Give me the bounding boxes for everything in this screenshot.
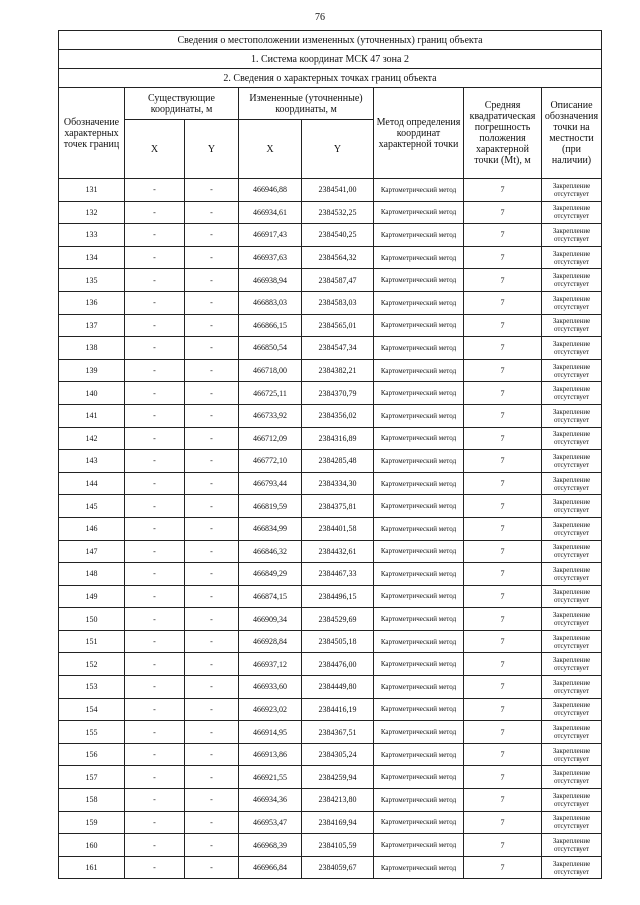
point-id-cell: 135 bbox=[59, 269, 125, 292]
changed-y-cell: 2384540,25 bbox=[302, 224, 374, 247]
existing-y-cell: - bbox=[185, 179, 239, 202]
table-row bbox=[59, 404, 602, 427]
accuracy-cell: 7 bbox=[464, 224, 542, 247]
changed-y-cell: 2384583,03 bbox=[302, 291, 374, 314]
method-cell: Картометрический метод bbox=[374, 766, 464, 789]
existing-y-cell: - bbox=[185, 608, 239, 631]
existing-y-cell: - bbox=[185, 766, 239, 789]
changed-y-cell: 2384356,02 bbox=[302, 404, 374, 427]
changed-y-cell: 2384496,15 bbox=[302, 585, 374, 608]
table-row bbox=[59, 721, 602, 744]
description-cell: Закрепление отсутствует bbox=[542, 427, 602, 450]
method-cell: Картометрический метод bbox=[374, 630, 464, 653]
point-id-cell: 147 bbox=[59, 540, 125, 563]
changed-y-cell: 2384059,67 bbox=[302, 856, 374, 879]
description-cell: Закрепление отсутствует bbox=[542, 811, 602, 834]
header-existing-y: Y bbox=[185, 120, 239, 179]
existing-x-cell: - bbox=[125, 314, 185, 337]
existing-x-cell: - bbox=[125, 337, 185, 360]
description-cell: Закрепление отсутствует bbox=[542, 517, 602, 540]
point-id-cell: 153 bbox=[59, 676, 125, 699]
changed-x-cell: 466718,00 bbox=[239, 359, 302, 382]
point-id-cell: 161 bbox=[59, 856, 125, 879]
existing-x-cell: - bbox=[125, 224, 185, 247]
description-cell: Закрепление отсутствует bbox=[542, 721, 602, 744]
existing-x-cell: - bbox=[125, 517, 185, 540]
accuracy-cell: 7 bbox=[464, 563, 542, 586]
existing-y-cell: - bbox=[185, 563, 239, 586]
existing-y-cell: - bbox=[185, 201, 239, 224]
method-cell: Картометрический метод bbox=[374, 404, 464, 427]
changed-x-cell: 466968,39 bbox=[239, 834, 302, 857]
changed-y-cell: 2384416,19 bbox=[302, 698, 374, 721]
description-cell: Закрепление отсутствует bbox=[542, 743, 602, 766]
existing-y-cell: - bbox=[185, 337, 239, 360]
method-cell: Картометрический метод bbox=[374, 789, 464, 812]
table-row bbox=[59, 563, 602, 586]
points-section-heading: 2. Сведения о характерных точках границ объекта bbox=[59, 69, 602, 88]
method-cell: Картометрический метод bbox=[374, 540, 464, 563]
method-cell: Картометрический метод bbox=[374, 811, 464, 834]
existing-x-cell: - bbox=[125, 269, 185, 292]
accuracy-cell: 7 bbox=[464, 585, 542, 608]
point-id-cell: 133 bbox=[59, 224, 125, 247]
accuracy-cell: 7 bbox=[464, 811, 542, 834]
point-id-cell: 160 bbox=[59, 834, 125, 857]
method-cell: Картометрический метод bbox=[374, 517, 464, 540]
description-cell: Закрепление отсутствует bbox=[542, 585, 602, 608]
header-existing-coordinates: Существующие координаты, м bbox=[125, 88, 239, 120]
accuracy-cell: 7 bbox=[464, 337, 542, 360]
existing-x-cell: - bbox=[125, 246, 185, 269]
description-cell: Закрепление отсутствует bbox=[542, 337, 602, 360]
method-cell: Картометрический метод bbox=[374, 224, 464, 247]
accuracy-cell: 7 bbox=[464, 246, 542, 269]
changed-x-cell: 466819,59 bbox=[239, 495, 302, 518]
changed-y-cell: 2384259,94 bbox=[302, 766, 374, 789]
description-cell: Закрепление отсутствует bbox=[542, 472, 602, 495]
method-cell: Картометрический метод bbox=[374, 563, 464, 586]
accuracy-cell: 7 bbox=[464, 766, 542, 789]
accuracy-cell: 7 bbox=[464, 201, 542, 224]
method-cell: Картометрический метод bbox=[374, 856, 464, 879]
method-cell: Картометрический метод bbox=[374, 495, 464, 518]
table-row bbox=[59, 766, 602, 789]
table-row bbox=[59, 450, 602, 473]
existing-x-cell: - bbox=[125, 789, 185, 812]
existing-y-cell: - bbox=[185, 585, 239, 608]
existing-y-cell: - bbox=[185, 517, 239, 540]
method-cell: Картометрический метод bbox=[374, 359, 464, 382]
accuracy-cell: 7 bbox=[464, 179, 542, 202]
description-cell: Закрепление отсутствует bbox=[542, 540, 602, 563]
point-id-cell: 137 bbox=[59, 314, 125, 337]
point-id-cell: 148 bbox=[59, 563, 125, 586]
method-cell: Картометрический метод bbox=[374, 427, 464, 450]
point-id-cell: 140 bbox=[59, 382, 125, 405]
description-cell: Закрепление отсутствует bbox=[542, 291, 602, 314]
changed-x-cell: 466966,84 bbox=[239, 856, 302, 879]
method-cell: Картометрический метод bbox=[374, 179, 464, 202]
changed-y-cell: 2384367,51 bbox=[302, 721, 374, 744]
description-cell: Закрепление отсутствует bbox=[542, 224, 602, 247]
table-row bbox=[59, 472, 602, 495]
changed-y-cell: 2384382,21 bbox=[302, 359, 374, 382]
existing-y-cell: - bbox=[185, 450, 239, 473]
changed-y-cell: 2384316,89 bbox=[302, 427, 374, 450]
description-cell: Закрепление отсутствует bbox=[542, 630, 602, 653]
changed-x-cell: 466933,60 bbox=[239, 676, 302, 699]
changed-x-cell: 466874,15 bbox=[239, 585, 302, 608]
accuracy-cell: 7 bbox=[464, 427, 542, 450]
changed-x-cell: 466946,88 bbox=[239, 179, 302, 202]
existing-x-cell: - bbox=[125, 743, 185, 766]
existing-x-cell: - bbox=[125, 766, 185, 789]
table-row bbox=[59, 314, 602, 337]
table-row bbox=[59, 427, 602, 450]
description-cell: Закрепление отсутствует bbox=[542, 789, 602, 812]
changed-x-cell: 466934,61 bbox=[239, 201, 302, 224]
existing-y-cell: - bbox=[185, 359, 239, 382]
method-cell: Картометрический метод bbox=[374, 472, 464, 495]
description-cell: Закрепление отсутствует bbox=[542, 450, 602, 473]
existing-y-cell: - bbox=[185, 382, 239, 405]
table-row bbox=[59, 743, 602, 766]
description-cell: Закрепление отсутствует bbox=[542, 359, 602, 382]
method-cell: Картометрический метод bbox=[374, 743, 464, 766]
table-title: Сведения о местоположении измененных (уточненных) границ объекта bbox=[59, 31, 602, 50]
point-id-cell: 156 bbox=[59, 743, 125, 766]
accuracy-cell: 7 bbox=[464, 698, 542, 721]
table-row bbox=[59, 608, 602, 631]
header-method: Метод определения координат характерной точки bbox=[374, 88, 464, 179]
coordinate-system-heading: 1. Система координат МСК 47 зона 2 bbox=[59, 50, 602, 69]
table-row bbox=[59, 201, 602, 224]
accuracy-cell: 7 bbox=[464, 517, 542, 540]
changed-y-cell: 2384449,80 bbox=[302, 676, 374, 699]
accuracy-cell: 7 bbox=[464, 269, 542, 292]
existing-y-cell: - bbox=[185, 653, 239, 676]
point-id-cell: 139 bbox=[59, 359, 125, 382]
changed-y-cell: 2384564,32 bbox=[302, 246, 374, 269]
changed-x-cell: 466921,55 bbox=[239, 766, 302, 789]
changed-y-cell: 2384565,01 bbox=[302, 314, 374, 337]
existing-y-cell: - bbox=[185, 630, 239, 653]
changed-y-cell: 2384305,24 bbox=[302, 743, 374, 766]
existing-x-cell: - bbox=[125, 834, 185, 857]
point-id-cell: 151 bbox=[59, 630, 125, 653]
point-id-cell: 155 bbox=[59, 721, 125, 744]
existing-x-cell: - bbox=[125, 472, 185, 495]
header-changed-x: X bbox=[239, 120, 302, 179]
changed-y-cell: 2384213,80 bbox=[302, 789, 374, 812]
existing-y-cell: - bbox=[185, 427, 239, 450]
table-row bbox=[59, 630, 602, 653]
page-number: 76 bbox=[315, 12, 325, 23]
changed-x-cell: 466772,10 bbox=[239, 450, 302, 473]
changed-y-cell: 2384529,69 bbox=[302, 608, 374, 631]
existing-x-cell: - bbox=[125, 201, 185, 224]
accuracy-cell: 7 bbox=[464, 540, 542, 563]
header-changed-coordinates: Измененные (уточненные) координаты, м bbox=[239, 88, 374, 120]
point-id-cell: 138 bbox=[59, 337, 125, 360]
changed-x-cell: 466923,02 bbox=[239, 698, 302, 721]
point-id-cell: 152 bbox=[59, 653, 125, 676]
table-row bbox=[59, 246, 602, 269]
method-cell: Картометрический метод bbox=[374, 653, 464, 676]
changed-y-cell: 2384467,33 bbox=[302, 563, 374, 586]
existing-y-cell: - bbox=[185, 291, 239, 314]
existing-x-cell: - bbox=[125, 540, 185, 563]
accuracy-cell: 7 bbox=[464, 789, 542, 812]
existing-y-cell: - bbox=[185, 246, 239, 269]
existing-x-cell: - bbox=[125, 495, 185, 518]
point-id-cell: 159 bbox=[59, 811, 125, 834]
existing-x-cell: - bbox=[125, 630, 185, 653]
changed-x-cell: 466850,54 bbox=[239, 337, 302, 360]
table-row bbox=[59, 359, 602, 382]
accuracy-cell: 7 bbox=[464, 630, 542, 653]
existing-x-cell: - bbox=[125, 653, 185, 676]
description-cell: Закрепление отсутствует bbox=[542, 495, 602, 518]
accuracy-cell: 7 bbox=[464, 653, 542, 676]
table-row bbox=[59, 789, 602, 812]
changed-x-cell: 466953,47 bbox=[239, 811, 302, 834]
point-id-cell: 157 bbox=[59, 766, 125, 789]
description-cell: Закрепление отсутствует bbox=[542, 563, 602, 586]
existing-x-cell: - bbox=[125, 563, 185, 586]
existing-x-cell: - bbox=[125, 811, 185, 834]
description-cell: Закрепление отсутствует bbox=[542, 766, 602, 789]
existing-y-cell: - bbox=[185, 698, 239, 721]
point-id-cell: 145 bbox=[59, 495, 125, 518]
changed-x-cell: 466733,92 bbox=[239, 404, 302, 427]
point-id-cell: 131 bbox=[59, 179, 125, 202]
description-cell: Закрепление отсутствует bbox=[542, 314, 602, 337]
changed-y-cell: 2384432,61 bbox=[302, 540, 374, 563]
existing-x-cell: - bbox=[125, 179, 185, 202]
changed-x-cell: 466866,15 bbox=[239, 314, 302, 337]
existing-x-cell: - bbox=[125, 856, 185, 879]
changed-y-cell: 2384587,47 bbox=[302, 269, 374, 292]
point-id-cell: 141 bbox=[59, 404, 125, 427]
changed-x-cell: 466917,43 bbox=[239, 224, 302, 247]
method-cell: Картометрический метод bbox=[374, 269, 464, 292]
existing-y-cell: - bbox=[185, 472, 239, 495]
changed-y-cell: 2384334,30 bbox=[302, 472, 374, 495]
point-id-cell: 158 bbox=[59, 789, 125, 812]
existing-y-cell: - bbox=[185, 856, 239, 879]
changed-x-cell: 466712,09 bbox=[239, 427, 302, 450]
table-row bbox=[59, 495, 602, 518]
accuracy-cell: 7 bbox=[464, 450, 542, 473]
table-row bbox=[59, 269, 602, 292]
accuracy-cell: 7 bbox=[464, 382, 542, 405]
existing-y-cell: - bbox=[185, 676, 239, 699]
changed-y-cell: 2384476,00 bbox=[302, 653, 374, 676]
description-cell: Закрепление отсутствует bbox=[542, 201, 602, 224]
description-cell: Закрепление отсутствует bbox=[542, 382, 602, 405]
changed-x-cell: 466934,36 bbox=[239, 789, 302, 812]
existing-x-cell: - bbox=[125, 450, 185, 473]
accuracy-cell: 7 bbox=[464, 721, 542, 744]
point-id-cell: 150 bbox=[59, 608, 125, 631]
table-row bbox=[59, 179, 602, 202]
description-cell: Закрепление отсутствует bbox=[542, 834, 602, 857]
changed-y-cell: 2384285,48 bbox=[302, 450, 374, 473]
accuracy-cell: 7 bbox=[464, 291, 542, 314]
changed-y-cell: 2384401,58 bbox=[302, 517, 374, 540]
existing-y-cell: - bbox=[185, 404, 239, 427]
existing-x-cell: - bbox=[125, 404, 185, 427]
header-point-designation: Обозначение характерных точек границ bbox=[59, 88, 125, 179]
changed-x-cell: 466834,99 bbox=[239, 517, 302, 540]
existing-x-cell: - bbox=[125, 585, 185, 608]
header-description: Описание обозначения точки на местности (при наличии) bbox=[542, 88, 602, 179]
changed-x-cell: 466913,86 bbox=[239, 743, 302, 766]
accuracy-cell: 7 bbox=[464, 834, 542, 857]
existing-y-cell: - bbox=[185, 269, 239, 292]
accuracy-cell: 7 bbox=[464, 472, 542, 495]
method-cell: Картометрический метод bbox=[374, 314, 464, 337]
changed-y-cell: 2384169,94 bbox=[302, 811, 374, 834]
table-row bbox=[59, 382, 602, 405]
description-cell: Закрепление отсутствует bbox=[542, 608, 602, 631]
method-cell: Картометрический метод bbox=[374, 450, 464, 473]
changed-x-cell: 466938,94 bbox=[239, 269, 302, 292]
description-cell: Закрепление отсутствует bbox=[542, 179, 602, 202]
accuracy-cell: 7 bbox=[464, 314, 542, 337]
existing-y-cell: - bbox=[185, 495, 239, 518]
description-cell: Закрепление отсутствует bbox=[542, 653, 602, 676]
changed-y-cell: 2384505,18 bbox=[302, 630, 374, 653]
method-cell: Картометрический метод bbox=[374, 246, 464, 269]
point-id-cell: 144 bbox=[59, 472, 125, 495]
method-cell: Картометрический метод bbox=[374, 834, 464, 857]
table-row bbox=[59, 291, 602, 314]
existing-y-cell: - bbox=[185, 224, 239, 247]
existing-x-cell: - bbox=[125, 291, 185, 314]
existing-y-cell: - bbox=[185, 834, 239, 857]
point-id-cell: 154 bbox=[59, 698, 125, 721]
existing-x-cell: - bbox=[125, 382, 185, 405]
changed-y-cell: 2384370,79 bbox=[302, 382, 374, 405]
method-cell: Картометрический метод bbox=[374, 676, 464, 699]
existing-x-cell: - bbox=[125, 427, 185, 450]
description-cell: Закрепление отсутствует bbox=[542, 404, 602, 427]
table-row bbox=[59, 698, 602, 721]
existing-x-cell: - bbox=[125, 608, 185, 631]
point-id-cell: 136 bbox=[59, 291, 125, 314]
changed-x-cell: 466793,44 bbox=[239, 472, 302, 495]
description-cell: Закрепление отсутствует bbox=[542, 856, 602, 879]
description-cell: Закрепление отсутствует bbox=[542, 676, 602, 699]
existing-y-cell: - bbox=[185, 314, 239, 337]
existing-y-cell: - bbox=[185, 721, 239, 744]
existing-x-cell: - bbox=[125, 359, 185, 382]
changed-x-cell: 466937,63 bbox=[239, 246, 302, 269]
point-id-cell: 146 bbox=[59, 517, 125, 540]
point-id-cell: 134 bbox=[59, 246, 125, 269]
method-cell: Картометрический метод bbox=[374, 291, 464, 314]
table-row bbox=[59, 856, 602, 879]
existing-y-cell: - bbox=[185, 789, 239, 812]
changed-x-cell: 466846,32 bbox=[239, 540, 302, 563]
accuracy-cell: 7 bbox=[464, 856, 542, 879]
header-accuracy: Средняя квадратическая погрешность положения характерной точки (Mt), м bbox=[464, 88, 542, 179]
existing-y-cell: - bbox=[185, 811, 239, 834]
table-row bbox=[59, 517, 602, 540]
accuracy-cell: 7 bbox=[464, 608, 542, 631]
boundary-points-table bbox=[58, 30, 602, 879]
header-existing-x: X bbox=[125, 120, 185, 179]
accuracy-cell: 7 bbox=[464, 404, 542, 427]
changed-x-cell: 466928,84 bbox=[239, 630, 302, 653]
point-id-cell: 149 bbox=[59, 585, 125, 608]
existing-x-cell: - bbox=[125, 698, 185, 721]
changed-x-cell: 466849,29 bbox=[239, 563, 302, 586]
table-row bbox=[59, 224, 602, 247]
point-id-cell: 143 bbox=[59, 450, 125, 473]
existing-x-cell: - bbox=[125, 676, 185, 699]
existing-y-cell: - bbox=[185, 540, 239, 563]
accuracy-cell: 7 bbox=[464, 743, 542, 766]
table-row bbox=[59, 337, 602, 360]
method-cell: Картометрический метод bbox=[374, 608, 464, 631]
description-cell: Закрепление отсутствует bbox=[542, 698, 602, 721]
changed-x-cell: 466914,95 bbox=[239, 721, 302, 744]
changed-x-cell: 466883,03 bbox=[239, 291, 302, 314]
changed-x-cell: 466937,12 bbox=[239, 653, 302, 676]
method-cell: Картометрический метод bbox=[374, 721, 464, 744]
method-cell: Картометрический метод bbox=[374, 698, 464, 721]
table-row bbox=[59, 540, 602, 563]
method-cell: Картометрический метод bbox=[374, 382, 464, 405]
changed-x-cell: 466909,34 bbox=[239, 608, 302, 631]
method-cell: Картометрический метод bbox=[374, 585, 464, 608]
accuracy-cell: 7 bbox=[464, 359, 542, 382]
table-row bbox=[59, 653, 602, 676]
accuracy-cell: 7 bbox=[464, 495, 542, 518]
table-row bbox=[59, 811, 602, 834]
changed-y-cell: 2384541,00 bbox=[302, 179, 374, 202]
changed-y-cell: 2384532,25 bbox=[302, 201, 374, 224]
point-id-cell: 142 bbox=[59, 427, 125, 450]
table-row bbox=[59, 585, 602, 608]
changed-y-cell: 2384105,59 bbox=[302, 834, 374, 857]
method-cell: Картометрический метод bbox=[374, 201, 464, 224]
existing-y-cell: - bbox=[185, 743, 239, 766]
description-cell: Закрепление отсутствует bbox=[542, 269, 602, 292]
header-changed-y: Y bbox=[302, 120, 374, 179]
method-cell: Картометрический метод bbox=[374, 337, 464, 360]
accuracy-cell: 7 bbox=[464, 676, 542, 699]
existing-x-cell: - bbox=[125, 721, 185, 744]
changed-y-cell: 2384547,34 bbox=[302, 337, 374, 360]
table-row bbox=[59, 834, 602, 857]
point-id-cell: 132 bbox=[59, 201, 125, 224]
description-cell: Закрепление отсутствует bbox=[542, 246, 602, 269]
changed-y-cell: 2384375,81 bbox=[302, 495, 374, 518]
table-row bbox=[59, 676, 602, 699]
changed-x-cell: 466725,11 bbox=[239, 382, 302, 405]
